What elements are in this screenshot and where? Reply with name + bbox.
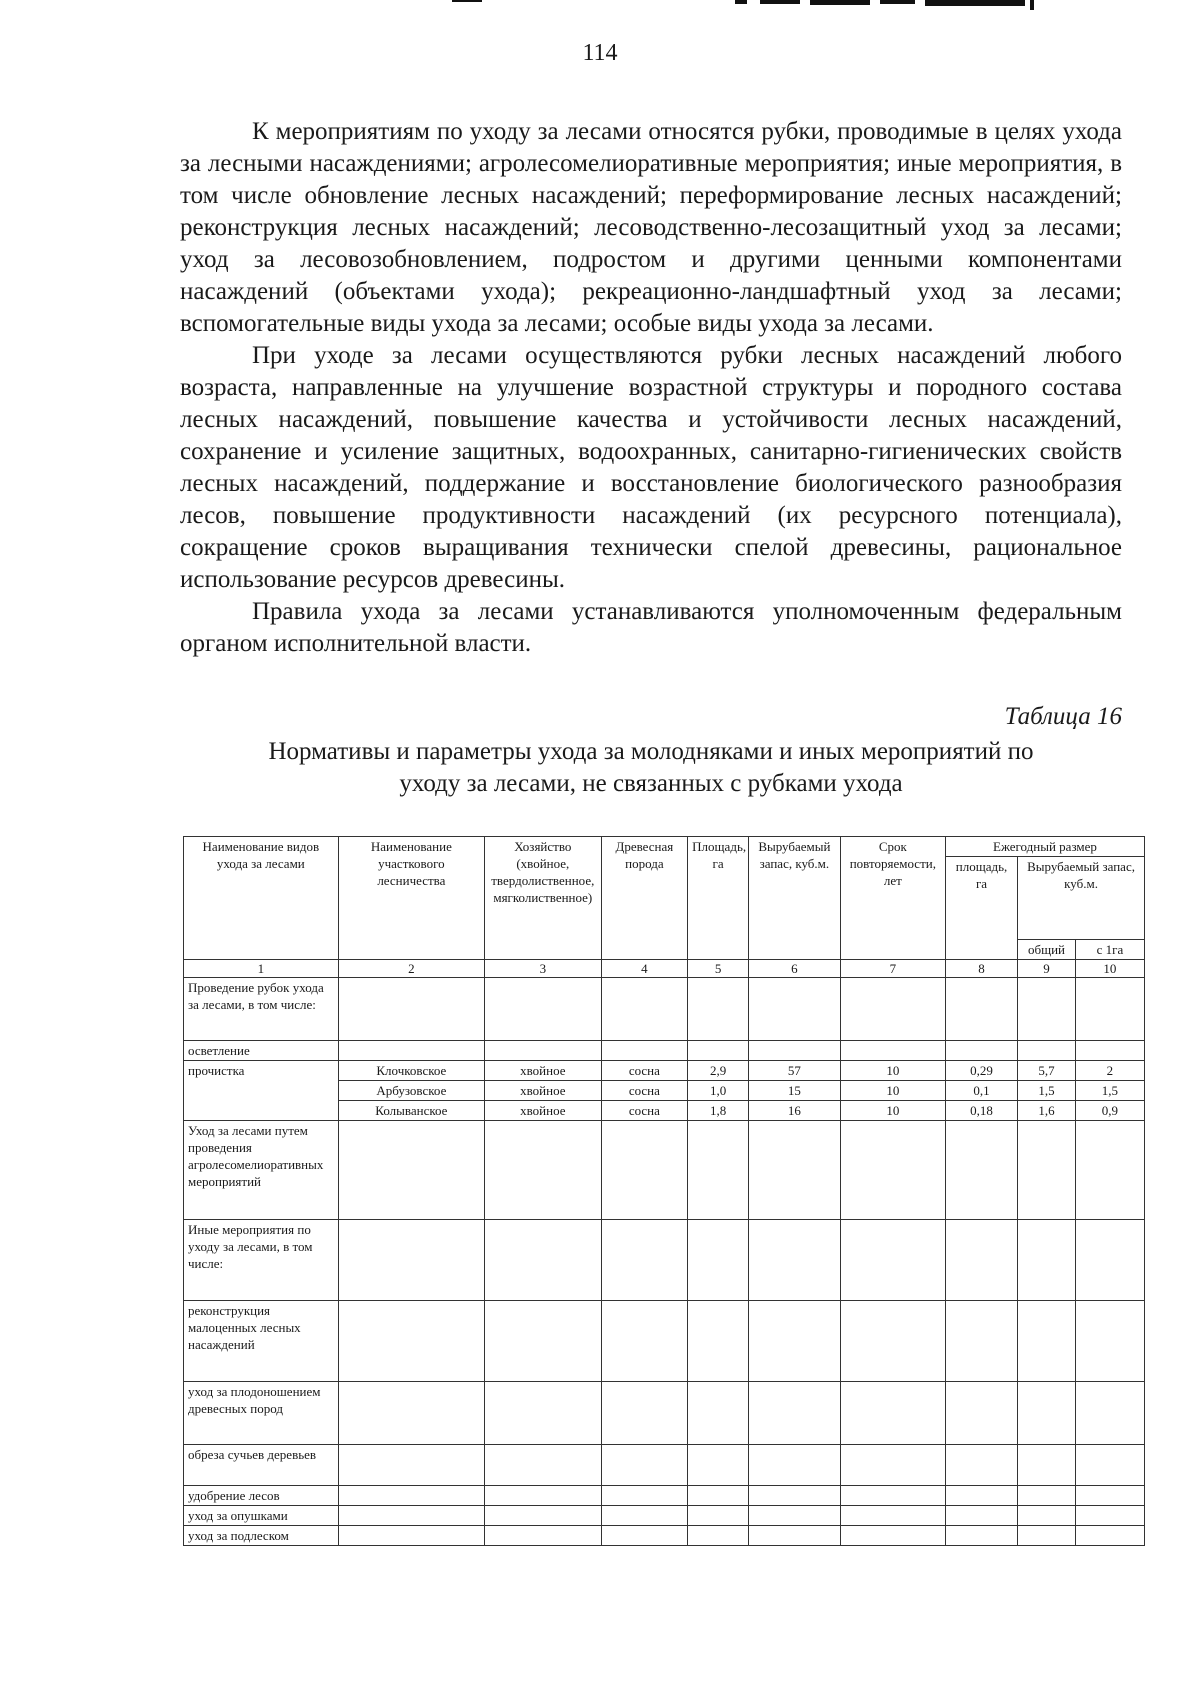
table-row xyxy=(184,1445,1145,1486)
table-row xyxy=(184,1486,1145,1506)
table-row xyxy=(184,1061,1145,1081)
scan-artifacts xyxy=(0,0,1200,12)
body-text xyxy=(180,116,1122,660)
cell-annual-per-ha: 0,9 xyxy=(1075,1101,1144,1121)
cell-repeat-period: 10 xyxy=(840,1061,945,1081)
row-label: осветление xyxy=(184,1041,339,1061)
paragraph-3: Правила ухода за лесами устанавливаются уполномоченным федеральным органом исполнительной власти. xyxy=(180,598,1122,657)
column-index: 9 xyxy=(1018,960,1076,978)
cell-forestry: Колыванское xyxy=(338,1101,484,1121)
cell-annual-total: 5,7 xyxy=(1018,1061,1076,1081)
paragraph-2: При уходе за лесами осуществляются рубки лесных насаждений любого возраста, направленные на улучшение возрастной структуры и породного состава лесных насаждений, повышение качества и устойчивости лесных насаждений, сохранение и усиление защитных, водоохранных, санитарно-гигиенических свойств лесных насаждений, поддержание и восстановление биологического разнообразия лесов, повышение продуктивности насаждений (их ресурсного потенциала), сокращение сроков выращивания технически спелой древесины, рациональное использование ресурсов древесины. xyxy=(180,342,1122,593)
row-label: прочистка xyxy=(184,1061,339,1121)
header-annual-area: площадь, га xyxy=(945,857,1017,960)
cell-species: сосна xyxy=(601,1101,688,1121)
header-area: Площадь, га xyxy=(688,837,749,960)
paragraph-1: К мероприятиям по уходу за лесами относятся рубки, проводимые в целях ухода за лесными насаждениями; агролесомелиоративные мероприятия; иные мероприятия, в том числе обновление лесных насаждений; переформирование лесных насаждений; реконструкция лесных насаждений; лесоводственно-лесозащитный уход за лесами; уход за лесовозобновлением, подростом и другими ценными компонентами насаждений (объектами ухода); рекреационно-ландшафтный уход за лесами; вспомогательные виды ухода за лесами; особые виды ухода за лесами. xyxy=(180,118,1122,337)
header-total: общий xyxy=(1018,940,1076,960)
row-label: уход за подлеском xyxy=(184,1526,339,1546)
cell-species: сосна xyxy=(601,1081,688,1101)
row-label: уход за плодоношением древесных пород xyxy=(184,1382,339,1445)
cell-stock: 16 xyxy=(749,1101,841,1121)
header-species: Древесная порода xyxy=(601,837,688,960)
column-index: 6 xyxy=(749,960,841,978)
column-index: 7 xyxy=(840,960,945,978)
cell-economy: хвойное xyxy=(485,1101,602,1121)
cell-area: 1,8 xyxy=(688,1101,749,1121)
cell-repeat-period: 10 xyxy=(840,1081,945,1101)
cell-annual-area: 0,29 xyxy=(945,1061,1017,1081)
header-annual-size: Ежегодный размер xyxy=(945,837,1144,857)
header-per-ha: с 1га xyxy=(1075,940,1144,960)
header-care-type: Наименование видов ухода за лесами xyxy=(184,837,339,960)
row-label: Проведение рубок ухода за лесами, в том числе: xyxy=(184,978,339,1041)
header-stock: Вырубаемый запас, куб.м. xyxy=(749,837,841,960)
table-label: Таблица 16 xyxy=(1004,703,1122,730)
cell-annual-area: 0,18 xyxy=(945,1101,1017,1121)
column-index: 10 xyxy=(1075,960,1144,978)
cell-forestry: Клочковское xyxy=(338,1061,484,1081)
column-index: 8 xyxy=(945,960,1017,978)
table-title xyxy=(160,736,1142,800)
cell-economy: хвойное xyxy=(485,1061,602,1081)
table-row xyxy=(184,1041,1145,1061)
table-title-line-2: уходу за лесами, не связанных с рубками ухода xyxy=(399,770,903,797)
column-index: 1 xyxy=(184,960,339,978)
column-index-row xyxy=(184,960,1145,978)
cell-annual-total: 1,6 xyxy=(1018,1101,1076,1121)
header-annual-cut-stock: Вырубаемый запас, куб.м. xyxy=(1018,857,1145,940)
cell-repeat-period: 10 xyxy=(840,1101,945,1121)
table-row xyxy=(184,1121,1145,1220)
table-row xyxy=(184,1382,1145,1445)
table-row xyxy=(184,1220,1145,1301)
cell-annual-total: 1,5 xyxy=(1018,1081,1076,1101)
header-repeat-period: Срок повторяемости, лет xyxy=(840,837,945,960)
cell-annual-area: 0,1 xyxy=(945,1081,1017,1101)
cell-annual-per-ha: 2 xyxy=(1075,1061,1144,1081)
header-economy: Хозяйство (хвойное, твердолиственное, мягколиственное) xyxy=(485,837,602,960)
cell-economy: хвойное xyxy=(485,1081,602,1101)
row-label: удобрение лесов xyxy=(184,1486,339,1506)
cell-area: 1,0 xyxy=(688,1081,749,1101)
row-label: Уход за лесами путем проведения агролесомелиоративных мероприятий xyxy=(184,1121,339,1220)
cell-stock: 57 xyxy=(749,1061,841,1081)
row-label: обреза сучьев деревьев xyxy=(184,1445,339,1486)
table-row xyxy=(184,1526,1145,1546)
column-index: 3 xyxy=(485,960,602,978)
column-index: 4 xyxy=(601,960,688,978)
header-forestry: Наименование участкового лесничества xyxy=(338,837,484,960)
column-index: 5 xyxy=(688,960,749,978)
row-label: реконструкция малоценных лесных насаждений xyxy=(184,1301,339,1382)
row-label: уход за опушками xyxy=(184,1506,339,1526)
table-row xyxy=(184,978,1145,1041)
column-index: 2 xyxy=(338,960,484,978)
cell-species: сосна xyxy=(601,1061,688,1081)
table-title-line-1: Нормативы и параметры ухода за молодняками и иных мероприятий по xyxy=(268,738,1034,765)
cell-stock: 15 xyxy=(749,1081,841,1101)
cell-forestry: Арбузовское xyxy=(338,1081,484,1101)
table-row xyxy=(184,1506,1145,1526)
table-row xyxy=(184,1301,1145,1382)
cell-annual-per-ha: 1,5 xyxy=(1075,1081,1144,1101)
norms-table xyxy=(183,836,1145,1546)
table-header-row xyxy=(184,837,1145,857)
page-number: 114 xyxy=(582,40,618,66)
row-label: Иные мероприятия по уходу за лесами, в том числе: xyxy=(184,1220,339,1301)
cell-area: 2,9 xyxy=(688,1061,749,1081)
